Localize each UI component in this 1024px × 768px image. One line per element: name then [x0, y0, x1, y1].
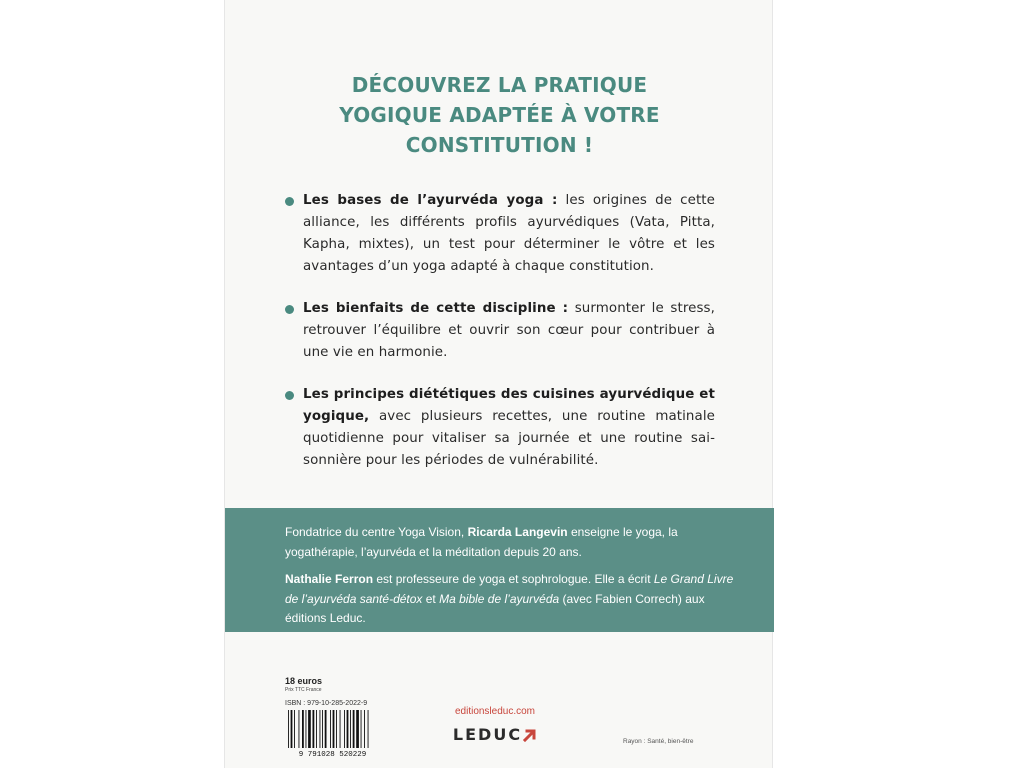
headline-line-2: YOGIQUE ADAPTÉE À VOTRE [339, 103, 660, 127]
bullet-dot-icon [285, 197, 294, 206]
rayon-label: Rayon : Santé, bien-être [623, 738, 694, 745]
bullet-title: Les bienfaits de cette discipline : [303, 301, 569, 316]
bullet-item-principes [285, 384, 715, 472]
barcode-digits: 9 791028 520229 [298, 751, 367, 758]
bio-text: enseigne le yoga, la yogathérapie, l’ayurvéda et la méditation depuis 20 ans. [285, 525, 678, 559]
author-name: Nathalie Ferron [285, 572, 374, 586]
bullet-item-bases [285, 190, 715, 278]
bullet-dot-icon [285, 391, 294, 400]
bullet-text [303, 298, 715, 364]
author-bio-nathalie [285, 570, 744, 629]
bullet-body: avec plusieurs recettes, une routine matinale quotidienne pour vitaliser sa journée et une routine sai-sonnière pour les périodes de vulnérabilité. [303, 409, 715, 468]
logo-text: LEDUC [452, 725, 523, 744]
leduc-arrow-icon [523, 728, 537, 742]
book-title: Ma bible de l’ayurvéda [439, 591, 560, 606]
bullet-title: Les bases de l’ayurvéda yoga : [303, 193, 558, 208]
book-title: Le Grand Livre de l’ayurvéda santé-détox [285, 572, 734, 606]
bio-text: (avec Fabien Correch) aux éditions Leduc. [285, 591, 705, 625]
bullet-text [303, 190, 715, 278]
price-block [285, 676, 322, 693]
bullet-title: Les principes diététiques des cuisines ayurvédique et yogique, [303, 387, 715, 424]
publisher-website[interactable]: editionsleduc.com [454, 706, 536, 717]
authors-band [225, 508, 774, 632]
price-note: Prix TTC France [285, 687, 322, 693]
price-amount: 18 euros [285, 676, 323, 686]
headline-line-1: DÉCOUVREZ LA PRATIQUE [351, 73, 648, 97]
bullet-body: les origines de cette alliance, les différents profils ayurvédiques (Vata, Pitta, Kapha, mixtes), un test pour déterminer le vôtre et les avantages d’un yoga adapté à chaque constitution. [303, 193, 715, 274]
isbn-label: ISBN : 979-10-285-2022-9 [285, 700, 368, 707]
author-bio-ricarda [285, 523, 744, 562]
barcode [285, 710, 380, 758]
headline-line-3: CONSTITUTION ! [405, 133, 594, 157]
publisher-block [440, 706, 550, 744]
book-back-cover [224, 0, 773, 768]
bullet-dot-icon [285, 305, 294, 314]
bullet-body: surmonter le stress, retrouver l’équilibre et ouvrir son cœur pour contribuer à une vie en harmonie. [303, 301, 715, 360]
bullet-list [285, 190, 715, 492]
bullet-item-bienfaits [285, 298, 715, 364]
bullet-text [303, 384, 715, 472]
author-name: Ricarda Langevin [467, 525, 568, 539]
headline [225, 70, 774, 160]
bio-text: et [422, 591, 440, 606]
publisher-logo [440, 725, 550, 744]
bio-text: Fondatrice du centre Yoga Vision, [285, 525, 468, 539]
bio-text: est professeure de yoga et sophrologue. Elle a écrit [373, 572, 654, 586]
